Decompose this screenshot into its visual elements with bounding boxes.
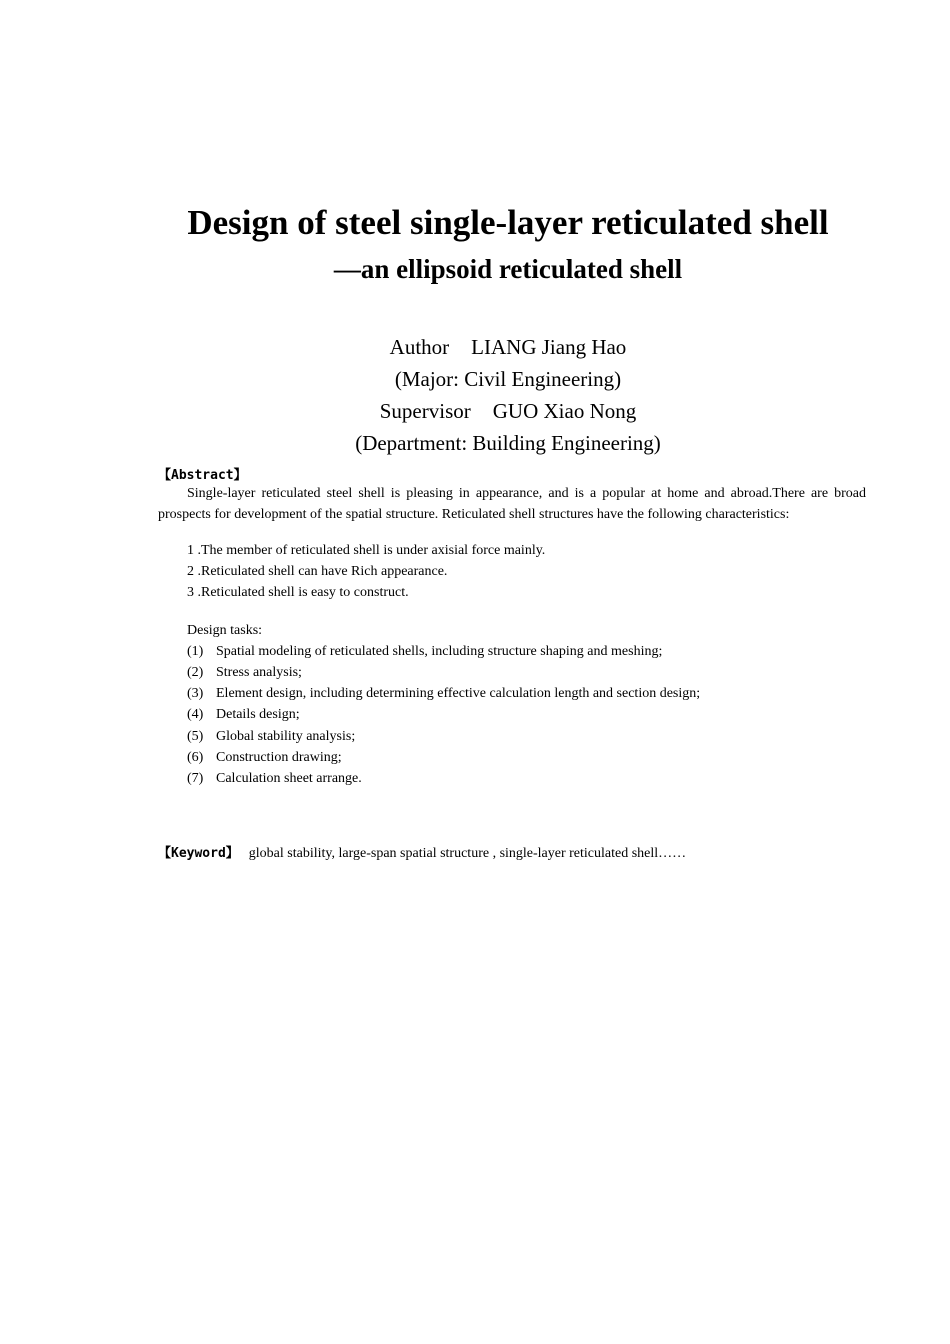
author-name: LIANG Jiang Hao bbox=[471, 335, 627, 359]
characteristic-item: 3 .Reticulated shell is easy to construct. bbox=[187, 585, 409, 600]
department-line: (Department: Building Engineering) bbox=[355, 431, 661, 455]
supervisor-line bbox=[0, 399, 950, 424]
task-item bbox=[187, 665, 302, 681]
task-item bbox=[187, 771, 362, 787]
author-label: Author bbox=[389, 335, 450, 359]
task-text: Stress analysis; bbox=[216, 665, 302, 680]
task-number: (3) bbox=[187, 686, 204, 701]
task-number: (6) bbox=[187, 750, 204, 765]
task-text: Element design, including determining effective calculation length and section design; bbox=[216, 686, 701, 701]
characteristic-item: 2 .Reticulated shell can have Rich appearance. bbox=[187, 564, 448, 579]
task-item bbox=[187, 707, 300, 723]
task-text: Spatial modeling of reticulated shells, including structure shaping and meshing; bbox=[216, 644, 663, 659]
abstract-label: 【Abstract】 bbox=[158, 468, 247, 483]
task-text: Details design; bbox=[216, 707, 300, 722]
keyword-label: 【Keyword】 bbox=[158, 846, 239, 861]
keyword-text: global stability, large-span spatial structure , single-layer reticulated shell…… bbox=[248, 846, 687, 861]
task-text: Construction drawing; bbox=[216, 750, 342, 765]
task-number: (4) bbox=[187, 707, 204, 722]
task-item bbox=[187, 750, 342, 766]
document-subtitle: —an ellipsoid reticulated shell bbox=[333, 254, 683, 284]
document-title: Design of steel single-layer reticulated shell bbox=[187, 203, 829, 242]
major-line: (Major: Civil Engineering) bbox=[394, 367, 622, 391]
task-item bbox=[187, 729, 355, 745]
task-number: (2) bbox=[187, 665, 204, 680]
task-text: Global stability analysis; bbox=[216, 729, 356, 744]
task-item bbox=[187, 686, 700, 702]
supervisor-label: Supervisor bbox=[379, 399, 471, 423]
tasks-heading: Design tasks: bbox=[187, 623, 263, 638]
task-number: (5) bbox=[187, 729, 204, 744]
task-text: Calculation sheet arrange. bbox=[216, 771, 362, 786]
supervisor-name: GUO Xiao Nong bbox=[492, 399, 637, 423]
task-item bbox=[187, 644, 662, 660]
keyword-line bbox=[158, 842, 686, 862]
characteristic-item: 1 .The member of reticulated shell is under axisial force mainly. bbox=[187, 543, 546, 558]
task-number: (7) bbox=[187, 771, 204, 786]
author-line bbox=[0, 335, 950, 360]
task-number: (1) bbox=[187, 644, 204, 659]
abstract-text: Single-layer reticulated steel shell is pleasing in appearance, and is a popular at home and abroad.There are broad prospects for development of the spatial structure. Reticulated shell structures have the following characteristics: bbox=[158, 486, 866, 522]
